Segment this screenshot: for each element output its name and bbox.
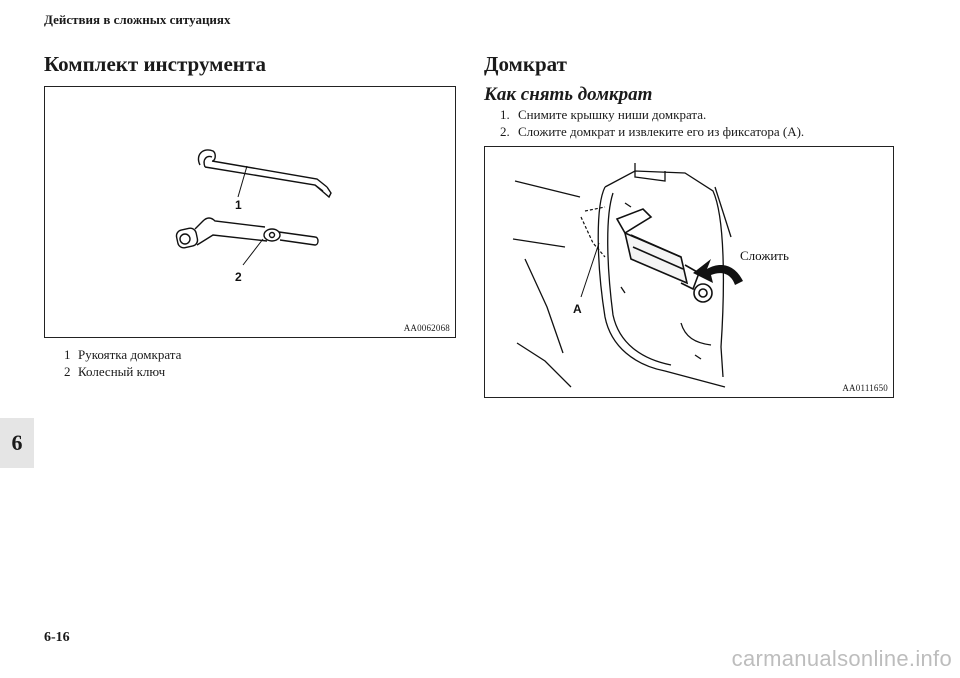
tool-kit-legend — [64, 346, 181, 380]
step-number: 1. — [500, 107, 510, 122]
label-fold: Сложить — [740, 248, 789, 263]
step-item — [500, 123, 804, 140]
callout-line-1 — [238, 166, 247, 197]
fold-arrow-icon — [693, 259, 743, 285]
bracket-a-outline — [581, 207, 605, 257]
tool-kit-illustration — [45, 87, 455, 337]
callout-1: 1 — [235, 198, 242, 212]
jack-drawing — [617, 209, 712, 302]
subheading-remove-jack: Как снять домкрат — [484, 84, 653, 105]
running-header: Действия в сложных ситуациях — [44, 12, 231, 27]
figure-code: AA0111650 — [842, 383, 888, 393]
callout-2: 2 — [235, 270, 242, 284]
legend-item — [64, 363, 181, 380]
figure-code: AA0062068 — [403, 323, 450, 333]
callout-line-a — [581, 243, 599, 297]
legend-number: 1 — [64, 347, 71, 362]
jack-illustration — [485, 147, 893, 397]
step-text: Сложите домкрат и извлеките его из фиксатора (A). — [518, 124, 805, 139]
chapter-tab: 6 — [0, 418, 34, 468]
legend-text: Рукоятка домкрата — [78, 347, 182, 362]
legend-number: 2 — [64, 364, 71, 379]
step-number: 2. — [500, 124, 510, 139]
page-number: 6-16 — [44, 630, 70, 645]
label-a: A — [573, 302, 582, 316]
callout-line-2 — [243, 239, 263, 265]
section-heading-tool-kit: Комплект инструмента — [44, 52, 266, 76]
legend-text: Колесный ключ — [78, 364, 166, 379]
jack-steps — [500, 106, 804, 140]
section-heading-jack: Домкрат — [484, 52, 567, 76]
step-item — [500, 106, 804, 123]
tool-kit-figure — [44, 86, 456, 338]
legend-item — [64, 346, 181, 363]
step-text: Снимите крышку ниши домкрата. — [518, 107, 707, 122]
jack-figure — [484, 146, 894, 398]
jack-handle-drawing — [198, 150, 331, 197]
watermark: carmanualsonline.info — [731, 646, 952, 671]
wheel-wrench-drawing — [175, 218, 318, 249]
